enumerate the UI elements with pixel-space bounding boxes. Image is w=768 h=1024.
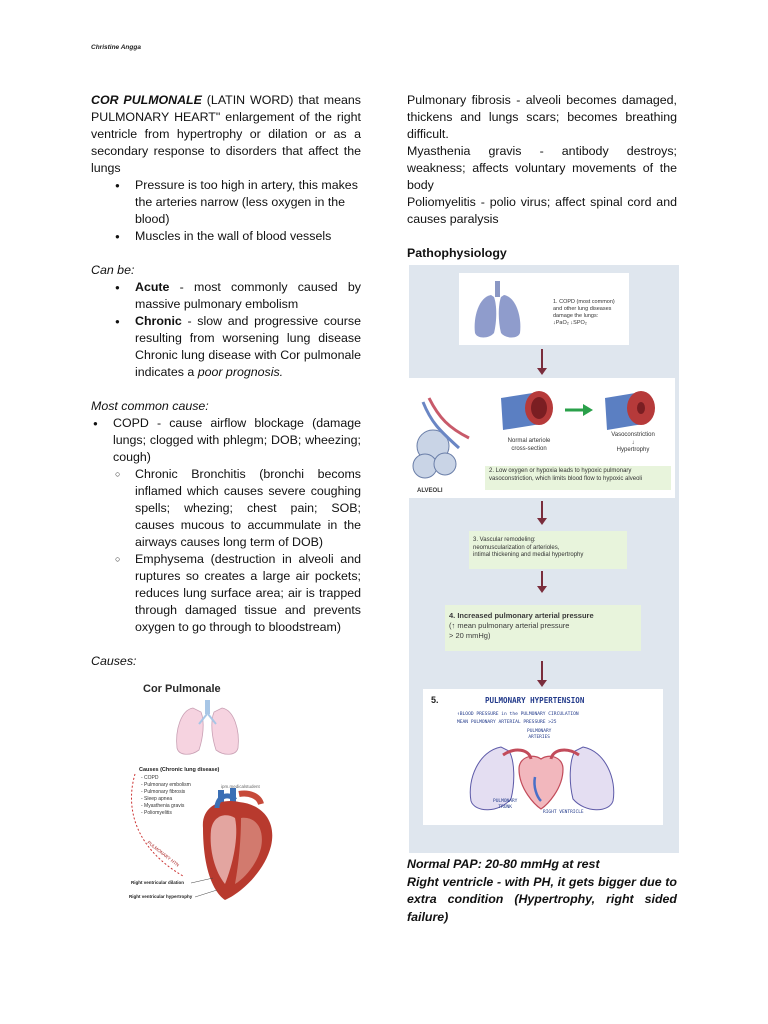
cause-item: - Pulmonary embolism (141, 782, 191, 788)
right-column (407, 92, 677, 266)
cause-polio: Poliomyelitis - polio virus; affect spinal cord and causes paralysis (407, 195, 677, 226)
rv-label: RIGHT VENTRICLE (543, 810, 584, 815)
hypertrophy-label: Right ventricular hypertrophy (129, 894, 193, 899)
step2-box (409, 378, 675, 498)
step4-line: > 20 mmHg) (449, 631, 491, 640)
common-cause-label: Most common cause: (91, 399, 209, 413)
step1-line: damage the lungs: (553, 313, 599, 319)
patho-heading: Pathophysiology (407, 246, 507, 260)
vaso-label: Vasoconstriction (611, 432, 655, 438)
down-arrow (541, 571, 543, 587)
cause-item: - Myasthenia gravis (141, 803, 185, 809)
list-item (91, 415, 361, 636)
normal-label: cross-section (511, 445, 547, 452)
step5-title: PULMONARY HYPERTENSION (485, 696, 585, 705)
list-item: ○ Chronic Bronchitis (bronchi becoms inflamed which causes severe coughing spells; whezing; chest pain; SOB; causes mucous to accummulate in the airways causes long term of DOB) (113, 466, 361, 551)
step5-line: ↑BLOOD PRESSURE in the PULMONARY CIRCULATION (457, 712, 579, 717)
cor-pulmonale-figure (121, 678, 286, 910)
step3-box (469, 531, 627, 569)
intro-term: COR PULMONALE (91, 93, 202, 107)
causes-heading: Causes (Chronic lung disease) (139, 767, 220, 773)
can-be-label: Can be: (91, 263, 135, 277)
arteries-label: ARTERIES (528, 734, 551, 740)
trunk-label: TRUNK (498, 804, 512, 810)
trunk-label: PULMONARY (493, 799, 518, 804)
alveoli-label: ALVEOLI (417, 488, 443, 494)
heart-icon (203, 788, 272, 900)
step1-line: ↓PaO₂ ↓SPO₂ (553, 320, 587, 326)
normal-label: Normal arteriole (507, 438, 551, 444)
intro-text: (LATIN WORD) that means PULMONARY HEART" enlargement of the right ventricle from hypertrophy or dilation or as a secondary response to disorders that affect the lungs (91, 93, 361, 175)
heart-lungs-illustration (423, 689, 663, 825)
acute-text: - most commonly caused by massive pulmonary embolism (135, 280, 361, 311)
list-item (91, 279, 361, 313)
list-item (91, 313, 361, 381)
cor-pulmonale-illustration (121, 678, 286, 910)
vaso-label: ↓ (631, 439, 635, 446)
cause-item: - Pulmonary fibrosis (141, 789, 186, 795)
copd-text: COPD - cause airflow blockage (damage lungs; clogged with phlegm; DOB; wheezing; cough) (113, 416, 361, 464)
normal-pap-note: Normal PAP: 20-80 mmHg at rest (407, 857, 600, 871)
left-column (91, 92, 361, 670)
pathophysiology-figure (409, 265, 679, 853)
cause-item: - Poliomyelitis (141, 810, 172, 816)
cause-item: - Sleep apnea (141, 796, 173, 802)
list-item: ● Pressure is too high in artery, this makes the arteries narrow (less oxygen in the blood) (91, 177, 361, 228)
down-arrow (541, 661, 543, 681)
cause-item: - COPD (141, 775, 159, 781)
figure-title: Cor Pulmonale (143, 683, 221, 695)
curve-text: PULMONARY HTN (146, 839, 181, 868)
step3-line: intimal thickening and medial hypertrophy (473, 552, 584, 558)
footer-notes (407, 856, 677, 926)
list-item: ○ Emphysema (destruction in alveoli and ruptures so creates a large air pockets; reduces lung surface area; air is trapped through damaged tissue and prevents oxygen to go through to bloodstream) (113, 551, 361, 636)
intro-list (91, 177, 361, 245)
vaso-label: Hypertrophy (616, 447, 650, 453)
dilation-label: Right ventricular dilation (131, 880, 185, 885)
step1-line: and other lung diseases (553, 306, 612, 312)
alveoli-icon (413, 398, 469, 478)
step1-line: 1. COPD (most common) (553, 299, 615, 305)
acute-term: Acute (135, 280, 170, 294)
causes-label: Causes: (91, 654, 137, 668)
step4-line: 4. Increased pulmonary arterial pressure (449, 611, 594, 620)
step2-text: 2. Low oxygen or hypoxia leads to hypoxic pulmonary vasoconstriction, which limits blood flow to hypoxic alveoli (485, 466, 671, 490)
type-list (91, 279, 361, 381)
step3-line: 3. Vascular remodeling: (473, 537, 536, 543)
chronic-term: Chronic (135, 314, 182, 328)
step1-box (459, 273, 629, 345)
down-arrow (541, 349, 543, 369)
common-cause-list (91, 415, 361, 636)
list-item: ● Muscles in the wall of blood vessels (91, 228, 361, 245)
chronic-text: - slow and progressive course resulting from worsening lung disease Chronic lung disease with Cor pulmonale indicates a (135, 314, 361, 379)
chronic-prognosis: poor prognosis. (197, 365, 284, 379)
down-arrow (541, 501, 543, 519)
step5-number: 5. (431, 695, 439, 705)
step3-line: neomuscularization of arterioles, (473, 544, 560, 551)
lungs-icon (177, 700, 239, 754)
lungs-icon (459, 273, 539, 345)
step4-box (445, 605, 641, 651)
author-name: Christine Angga (91, 44, 141, 51)
right-ventricle-note: Right ventricle - with PH, it gets bigger due to extra condition (Hypertrophy, right sided failure) (407, 874, 677, 924)
constricted-arteriole-icon (605, 391, 655, 430)
watermark: ipm.medicalstudent (221, 784, 260, 789)
right-arrow-icon (565, 404, 593, 416)
step5-box (423, 689, 663, 825)
normal-arteriole-icon (501, 391, 553, 430)
step4-line: (↑ mean pulmonary arterial pressure (449, 621, 570, 630)
step5-line: MEAN PULMONARY ARTERIAL PRESSURE >25 (457, 720, 557, 725)
copd-sublist (113, 466, 361, 636)
cause-fibrosis: Pulmonary fibrosis - alveoli becomes damaged, thickens and lungs scars; becomes breathing difficult. (407, 93, 677, 141)
cause-myasthenia: Myasthenia gravis - antibody destroys; weakness; affects voluntary movements of the body (407, 144, 677, 192)
arteries-label: PULMONARY (527, 729, 552, 734)
intro-paragraph (91, 92, 361, 177)
